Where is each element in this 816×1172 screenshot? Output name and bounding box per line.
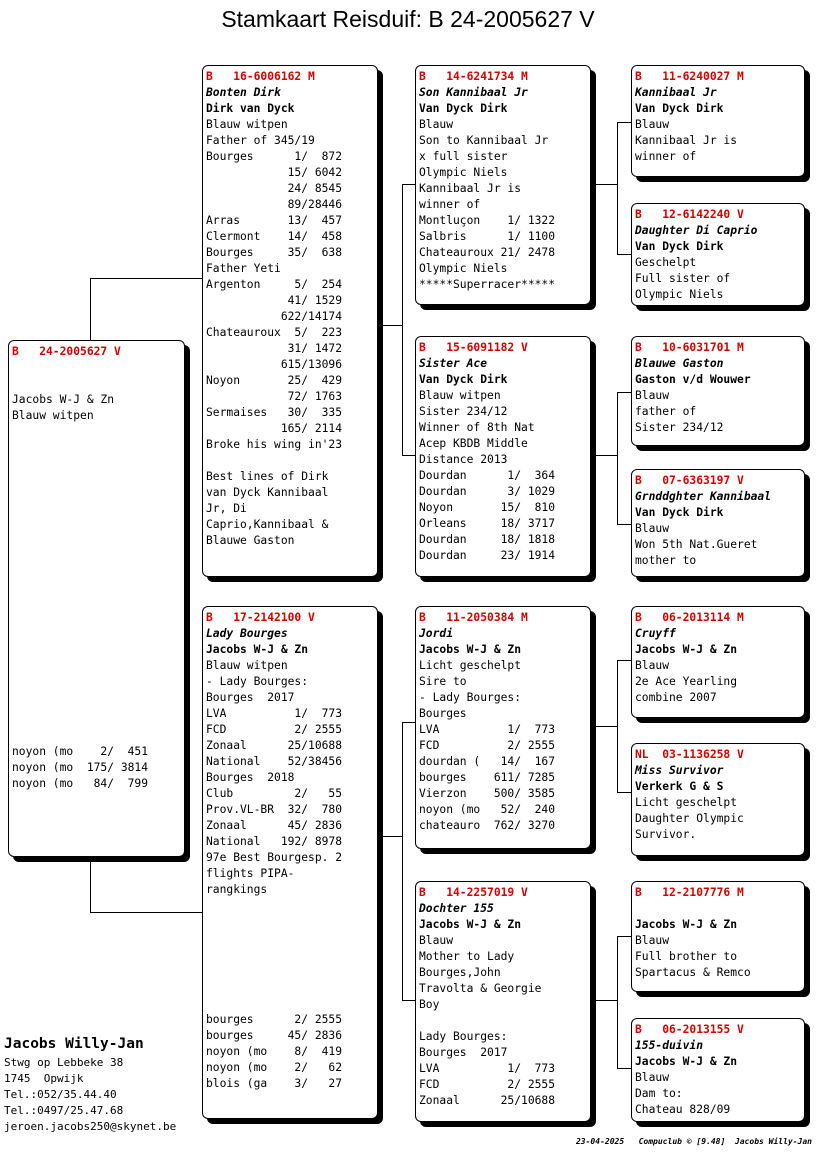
result-line: noyon (mo 2/ 451 bbox=[12, 745, 149, 758]
result-line: noyon (mo 84/ 799 bbox=[12, 777, 149, 790]
pigeon-name: Cruyff bbox=[635, 627, 676, 640]
owner: Van Dyck Dirk bbox=[635, 240, 724, 253]
card-line: 97e Best Bourgesp. 2 bbox=[206, 851, 343, 864]
card-line: Father of 345/19 bbox=[206, 134, 315, 147]
owner: Dirk van Dyck bbox=[206, 102, 295, 115]
breeder-phone: Tel.:052/35.44.40 bbox=[4, 1088, 117, 1101]
ring-number: B 11-2050384 M bbox=[419, 611, 528, 624]
card-line: Blauw bbox=[635, 659, 670, 672]
card-body bbox=[206, 117, 377, 549]
card-line: 41/ 1529 bbox=[206, 294, 343, 307]
card-line: Licht geschelpt bbox=[419, 659, 522, 672]
card-line: 622/14174 bbox=[206, 310, 343, 323]
card-line: 165/ 2114 bbox=[206, 422, 343, 435]
card-line: Chateauroux 21/ 2478 bbox=[419, 246, 556, 259]
card-line: Noyon 15/ 810 bbox=[419, 501, 556, 514]
card-line: Best lines of Dirk bbox=[206, 470, 329, 483]
pigeon-name bbox=[12, 360, 184, 376]
pigeon-name: Bonten Dirk bbox=[206, 86, 281, 99]
card-line: Blauw bbox=[635, 389, 670, 402]
connector bbox=[591, 455, 617, 456]
card-line: LVA 1/ 773 bbox=[419, 723, 556, 736]
card-line: Son to Kannibaal Jr bbox=[419, 134, 549, 147]
card-line: LVA 1/ 773 bbox=[206, 707, 343, 720]
card-line: Dourdan 18/ 1818 bbox=[419, 533, 556, 546]
card-line: Dam to: bbox=[635, 1087, 683, 1100]
ring-number: B 11-6240027 M bbox=[635, 70, 744, 83]
grandsire-paternal-card[interactable] bbox=[415, 65, 591, 305]
connector bbox=[617, 660, 618, 792]
connector bbox=[378, 325, 402, 326]
card-line: Dourdan 23/ 1914 bbox=[419, 549, 556, 562]
card-line: Bourges 2017 bbox=[419, 1046, 508, 1059]
result-line: blois (ga 3/ 27 bbox=[206, 1077, 343, 1090]
card-line: Geschelpt bbox=[635, 256, 697, 269]
card-body bbox=[419, 658, 590, 834]
card-line: Blauw bbox=[635, 522, 670, 535]
card-line: Prov.VL-BR 32/ 780 bbox=[206, 803, 343, 816]
card-line: Montluçon 1/ 1322 bbox=[419, 214, 556, 227]
connector bbox=[90, 857, 91, 912]
card-line: Arras 13/ 457 bbox=[206, 214, 343, 227]
card-line: Daughter Olympic bbox=[635, 812, 744, 825]
card-line: Bourges bbox=[419, 707, 467, 720]
card-line bbox=[206, 453, 377, 469]
dam-card[interactable] bbox=[202, 606, 378, 1119]
card-line: noyon (mo 52/ 240 bbox=[419, 803, 556, 816]
card-line: Blauw witpen bbox=[12, 409, 94, 422]
card-line: Won 5th Nat.Gueret bbox=[635, 538, 758, 551]
owner: Van Dyck Dirk bbox=[635, 102, 724, 115]
connector bbox=[90, 278, 91, 340]
owner: Jacobs W-J & Zn bbox=[419, 918, 522, 931]
result-line: noyon (mo 2/ 62 bbox=[206, 1061, 343, 1074]
sire-card[interactable] bbox=[202, 65, 378, 577]
card-line: National 52/38456 bbox=[206, 755, 343, 768]
owner: Van Dyck Dirk bbox=[419, 373, 508, 386]
card-line: Sister 234/12 bbox=[419, 405, 508, 418]
card-line: FCD 2/ 2555 bbox=[206, 723, 343, 736]
card-body bbox=[635, 255, 804, 303]
card-line: Olympic Niels bbox=[419, 166, 508, 179]
card-body bbox=[419, 388, 590, 564]
card-line: winner of bbox=[419, 198, 481, 211]
card-line: Blauw bbox=[419, 934, 454, 947]
owner: Jacobs W-J & Zn bbox=[635, 918, 738, 931]
ring-number: B 16-6006162 M bbox=[206, 70, 315, 83]
pigeon-name bbox=[635, 901, 804, 917]
connector bbox=[591, 726, 617, 727]
card-body bbox=[635, 658, 804, 706]
connector bbox=[591, 1000, 617, 1001]
card-line: bourges 611/ 7285 bbox=[419, 771, 556, 784]
card-line: FCD 2/ 2555 bbox=[419, 1078, 556, 1091]
card-line: Dourdan 3/ 1029 bbox=[419, 485, 556, 498]
connector bbox=[617, 936, 618, 1068]
card-body bbox=[635, 388, 804, 436]
breeder-info bbox=[4, 1033, 176, 1135]
card-line: Sermaises 30/ 335 bbox=[206, 406, 343, 419]
card-body bbox=[635, 117, 804, 165]
owner: Van Dyck Dirk bbox=[635, 506, 724, 519]
footer-credit: 23-04-2025 Compuclub © [9.48] Jacobs Willy-Jan bbox=[575, 1137, 812, 1146]
card-line: Olympic Niels bbox=[419, 262, 508, 275]
results-block bbox=[12, 744, 148, 792]
card-line: 15/ 6042 bbox=[206, 166, 343, 179]
connector bbox=[378, 836, 402, 837]
owner: Verkerk G & S bbox=[635, 780, 724, 793]
card-line: Travolta & Georgie bbox=[419, 982, 542, 995]
owner: Jacobs W-J & Zn bbox=[635, 1055, 738, 1068]
card-line: Bourges 2017 bbox=[206, 691, 295, 704]
card-line: Licht geschelpt bbox=[635, 796, 738, 809]
results-block bbox=[206, 1012, 342, 1092]
card-line: Chateauroux 5/ 223 bbox=[206, 326, 343, 339]
owner: Van Dyck Dirk bbox=[419, 102, 508, 115]
card-line: Zonaal 25/10688 bbox=[206, 739, 343, 752]
card-line: Sister 234/12 bbox=[635, 421, 724, 434]
card-line: Chateau 828/09 bbox=[635, 1103, 731, 1116]
card-line: 72/ 1763 bbox=[206, 390, 343, 403]
card-line: Mother to Lady bbox=[419, 950, 515, 963]
connector bbox=[617, 392, 618, 524]
card-body bbox=[635, 1070, 804, 1118]
card-line: Blauw witpen bbox=[206, 118, 288, 131]
card-line: Club 2/ 55 bbox=[206, 787, 343, 800]
great-grandparent-card[interactable] bbox=[631, 606, 805, 718]
card-line: Distance 2013 bbox=[419, 453, 508, 466]
grandsire-maternal-card[interactable] bbox=[415, 606, 591, 849]
card-line: Blauw witpen bbox=[206, 659, 288, 672]
ring-number: B 14-6241734 M bbox=[419, 70, 528, 83]
ring-number: B 17-2142100 V bbox=[206, 611, 315, 624]
great-grandparent-card[interactable] bbox=[631, 881, 805, 992]
card-line: Olympic Niels bbox=[635, 288, 724, 301]
pigeon-name: Sister Ace bbox=[419, 357, 488, 370]
pigeon-name: Son Kannibaal Jr bbox=[419, 86, 528, 99]
card-line: Zonaal 25/10688 bbox=[419, 1094, 556, 1107]
card-line: - Lady Bourges: bbox=[206, 675, 309, 688]
great-grandparent-card[interactable] bbox=[631, 203, 805, 306]
connector bbox=[402, 722, 403, 1000]
owner: Gaston v/d Wouwer bbox=[635, 373, 751, 386]
card-line: Blauw bbox=[635, 1071, 670, 1084]
card-line: Survivor. bbox=[635, 828, 697, 841]
pigeon-name: Lady Bourges bbox=[206, 627, 288, 640]
card-line: LVA 1/ 773 bbox=[419, 1062, 556, 1075]
owner: Jacobs W-J & Zn bbox=[206, 643, 309, 656]
card-line: Full brother to bbox=[635, 950, 738, 963]
card-line: 2e Ace Yearling bbox=[635, 675, 738, 688]
granddam-paternal-card[interactable] bbox=[415, 336, 591, 577]
ring-number: B 10-6031701 M bbox=[635, 341, 744, 354]
connector bbox=[617, 122, 618, 254]
breeder-mobile: Tel.:0497/25.47.68 bbox=[4, 1104, 124, 1117]
breeder-email: jeroen.jacobs250@skynet.be bbox=[4, 1120, 177, 1133]
breeder-address: Stwg op Lebbeke 38 bbox=[4, 1056, 124, 1069]
card-line: Blauw bbox=[635, 934, 670, 947]
card-line: FCD 2/ 2555 bbox=[419, 739, 556, 752]
result-line: noyon (mo 175/ 3814 bbox=[12, 761, 149, 774]
pigeon-name: Kannibaal Jr bbox=[635, 86, 717, 99]
great-grandparent-card[interactable] bbox=[631, 469, 805, 577]
card-body bbox=[419, 933, 590, 1109]
connector bbox=[591, 184, 617, 185]
card-line: Boy bbox=[419, 998, 440, 1011]
card-body bbox=[635, 933, 804, 981]
card-line: Argenton 5/ 254 bbox=[206, 278, 343, 291]
connector bbox=[90, 278, 204, 279]
card-line: Bourges 35/ 638 bbox=[206, 246, 343, 259]
ring-number: B 24-2005627 V bbox=[12, 345, 121, 358]
card-line: Bourges 1/ 872 bbox=[206, 150, 343, 163]
great-grandparent-card[interactable] bbox=[631, 65, 805, 177]
card-line bbox=[419, 1013, 590, 1029]
card-body bbox=[419, 117, 590, 293]
owner: Jacobs W-J & Zn bbox=[635, 643, 738, 656]
card-line: Bourges,John bbox=[419, 966, 501, 979]
ring-number: B 14-2257019 V bbox=[419, 886, 528, 899]
pigeon-name: Daughter Di Caprio bbox=[635, 224, 758, 237]
ring-number: B 15-6091182 V bbox=[419, 341, 528, 354]
card-line: flights PIPA- bbox=[206, 867, 295, 880]
card-line: Clermont 14/ 458 bbox=[206, 230, 343, 243]
card-line: Spartacus & Remco bbox=[635, 966, 751, 979]
owner: Jacobs W-J & Zn bbox=[419, 643, 522, 656]
subject-card[interactable] bbox=[8, 340, 185, 857]
card-line: father of bbox=[635, 405, 697, 418]
card-line: winner of bbox=[635, 150, 697, 163]
card-line: *****Superracer***** bbox=[419, 278, 556, 291]
granddam-maternal-card[interactable] bbox=[415, 881, 591, 1122]
pigeon-name: 155-duivin bbox=[635, 1039, 704, 1052]
card-line: chateauro 762/ 3270 bbox=[419, 819, 556, 832]
connector bbox=[402, 184, 403, 455]
ring-number: B 06-2013155 V bbox=[635, 1023, 744, 1036]
card-line: Caprio,Kannibaal & bbox=[206, 518, 329, 531]
card-line: rangkings bbox=[206, 883, 268, 896]
ring-number: B 12-2107776 M bbox=[635, 886, 744, 899]
card-body bbox=[635, 795, 804, 843]
card-line: Jacobs W-J & Zn bbox=[12, 393, 115, 406]
owner bbox=[12, 376, 184, 392]
pigeon-name: Blauwe Gaston bbox=[635, 357, 724, 370]
pigeon-name: Jordi bbox=[419, 627, 454, 640]
card-line: van Dyck Kannibaal bbox=[206, 486, 329, 499]
card-line: 31/ 1472 bbox=[206, 342, 343, 355]
card-line: Full sister of bbox=[635, 272, 731, 285]
pigeon-name: Dochter 155 bbox=[419, 902, 494, 915]
card-line: Kannibaal Jr is bbox=[635, 134, 738, 147]
card-line: combine 2007 bbox=[635, 691, 717, 704]
card-line: 615/13096 bbox=[206, 358, 343, 371]
ring-number: B 07-6363197 V bbox=[635, 474, 744, 487]
great-grandparent-card[interactable] bbox=[631, 743, 805, 856]
result-line: bourges 2/ 2555 bbox=[206, 1013, 343, 1026]
ring-number: B 06-2013114 M bbox=[635, 611, 744, 624]
card-line: Vierzon 500/ 3585 bbox=[419, 787, 556, 800]
card-body bbox=[635, 521, 804, 569]
card-line: dourdan ( 14/ 167 bbox=[419, 755, 556, 768]
card-line: Jr, Di bbox=[206, 502, 247, 515]
card-line: Broke his wing in'23 bbox=[206, 438, 343, 451]
card-line: National 192/ 8978 bbox=[206, 835, 343, 848]
card-line: Sire to bbox=[419, 675, 467, 688]
card-line: Blauwe Gaston bbox=[206, 534, 295, 547]
card-line: x full sister bbox=[419, 150, 508, 163]
card-line: Acep KBDB Middle bbox=[419, 437, 528, 450]
result-line: noyon (mo 8/ 419 bbox=[206, 1045, 343, 1058]
card-line: Bourges 2018 bbox=[206, 771, 295, 784]
ring-number: B 12-6142240 V bbox=[635, 208, 744, 221]
breeder-name: Jacobs Willy-Jan bbox=[4, 1036, 144, 1052]
card-line: Blauw bbox=[419, 118, 454, 131]
card-line: 89/28446 bbox=[206, 198, 343, 211]
card-line: mother to bbox=[635, 554, 697, 567]
connector bbox=[90, 912, 204, 913]
card-line: Dourdan 1/ 364 bbox=[419, 469, 556, 482]
card-line: Father Yeti bbox=[206, 262, 281, 275]
card-body bbox=[12, 392, 184, 424]
card-line: Zonaal 45/ 2836 bbox=[206, 819, 343, 832]
page-title: Stamkaart Reisduif: B 24-2005627 V bbox=[221, 6, 595, 32]
card-line: Winner of 8th Nat bbox=[419, 421, 535, 434]
ring-number: NL 03-1136258 V bbox=[635, 748, 744, 761]
breeder-city: 1745 Opwijk bbox=[4, 1072, 84, 1085]
pigeon-name: Miss Survivor bbox=[635, 764, 724, 777]
card-line: Noyon 25/ 429 bbox=[206, 374, 343, 387]
card-line: Kannibaal Jr is bbox=[419, 182, 522, 195]
card-line: - Lady Bourges: bbox=[419, 691, 522, 704]
pigeon-name: Grnddghter Kannibaal bbox=[635, 490, 772, 503]
result-line: bourges 45/ 2836 bbox=[206, 1029, 343, 1042]
card-line: Salbris 1/ 1100 bbox=[419, 230, 556, 243]
card-line: 24/ 8545 bbox=[206, 182, 343, 195]
card-line: Lady Bourges: bbox=[419, 1030, 508, 1043]
great-grandparent-card[interactable] bbox=[631, 1018, 805, 1122]
card-line: Blauw bbox=[635, 118, 670, 131]
great-grandparent-card[interactable] bbox=[631, 336, 805, 446]
card-body bbox=[206, 658, 377, 898]
card-line: Blauw witpen bbox=[419, 389, 501, 402]
card-line: Orleans 18/ 3717 bbox=[419, 517, 556, 530]
